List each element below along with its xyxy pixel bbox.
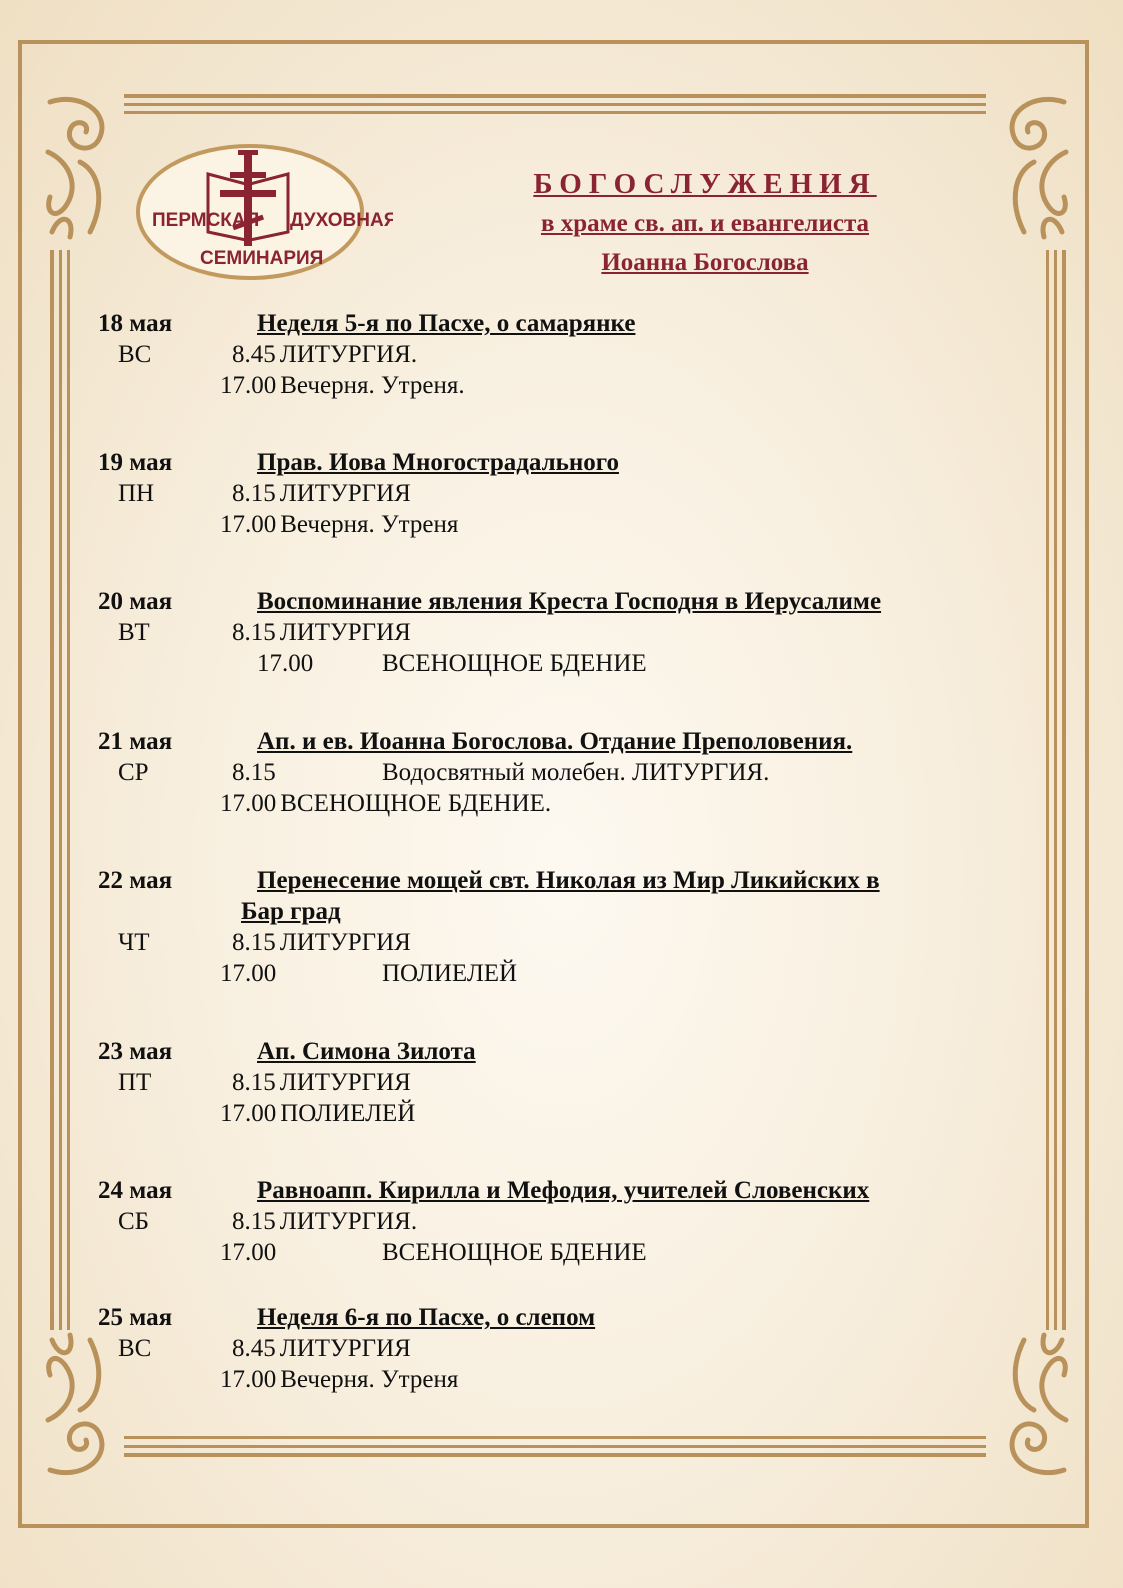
service-time: 8.15	[232, 480, 276, 507]
day-feast: Равноапп. Кирилла и Мефодия, учителей Словенских	[257, 1177, 870, 1204]
day-feast: Неделя 5-я по Пасхе, о самарянке	[257, 310, 636, 337]
service-row	[220, 789, 551, 819]
service-name: ЛИТУРГИЯ.	[279, 341, 418, 368]
service-name: ПОЛИЕЛЕЙ	[382, 960, 518, 987]
day-feast: Ап. Симона Зилота	[257, 1038, 476, 1065]
day-weekday: ПТ	[118, 1069, 152, 1096]
day-date: 22 мая	[98, 867, 173, 894]
logo-text-right: ДУХОВНАЯ	[290, 210, 393, 231]
service-name: ЛИТУРГИЯ.	[279, 1208, 418, 1235]
service-name: Вечерня. Утреня	[280, 511, 459, 538]
service-time: 17.00	[220, 960, 277, 987]
service-time: 8.15	[232, 759, 276, 786]
day-weekday: ВТ	[118, 619, 150, 646]
service-row	[220, 510, 458, 540]
logo-text-left: ПЕРМСКАЯ	[152, 210, 260, 231]
service-name: ЛИТУРГИЯ	[279, 619, 411, 646]
service-time: 8.45	[232, 1335, 276, 1362]
service-time: 17.00	[220, 1366, 277, 1393]
service-name: ВСЕНОЩНОЕ БДЕНИЕ.	[280, 790, 552, 817]
day-feast: Ап. и ев. Иоанна Богослова. Отдание Преполовения.	[257, 728, 853, 755]
church-name-line2: Иоанна Богослова	[601, 249, 809, 276]
service-row	[232, 479, 411, 509]
service-name: ВСЕНОЩНОЕ БДЕНИЕ	[382, 650, 647, 677]
day-weekday: СБ	[118, 1208, 150, 1235]
service-time: 17.00	[220, 511, 277, 538]
service-time: 17.00	[220, 372, 277, 399]
day-feast: Неделя 6-я по Пасхе, о слепом	[257, 1304, 596, 1331]
service-time: 17.00	[220, 790, 277, 817]
day-weekday: ЧТ	[118, 929, 150, 956]
service-row	[232, 1207, 417, 1237]
service-time: 8.15	[232, 1208, 276, 1235]
service-time: 8.15	[232, 1069, 276, 1096]
day-date: 23 мая	[98, 1038, 173, 1065]
service-name: Водосвятный молебен. ЛИТУРГИЯ.	[382, 759, 770, 786]
day-feast-continued: Бар град	[241, 898, 341, 925]
service-time: 8.45	[232, 341, 276, 368]
church-name-line1: в храме св. ап. и евангелиста	[540, 210, 870, 237]
day-feast: Воспоминание явления Креста Господня в Иерусалиме	[257, 588, 882, 615]
day-feast: Перенесение мощей свт. Николая из Мир Ликийских в	[257, 867, 880, 894]
day-feast: Прав. Иова Многострадального	[257, 449, 619, 476]
service-row	[232, 340, 417, 370]
service-row	[232, 1068, 411, 1098]
service-row	[220, 371, 465, 401]
day-date: 18 мая	[98, 310, 173, 337]
service-row	[232, 928, 411, 958]
service-name: ЛИТУРГИЯ	[279, 1069, 411, 1096]
service-time: 8.15	[232, 929, 276, 956]
service-name: ЛИТУРГИЯ	[279, 480, 411, 507]
day-date: 19 мая	[98, 449, 173, 476]
day-weekday: СР	[118, 759, 149, 786]
service-name: ПОЛИЕЛЕЙ	[280, 1100, 416, 1127]
service-row	[232, 618, 411, 648]
service-row	[220, 1365, 458, 1395]
service-name: Вечерня. Утреня.	[280, 372, 465, 399]
service-row	[220, 1099, 415, 1129]
service-name: ЛИТУРГИЯ	[279, 929, 411, 956]
service-row	[232, 1334, 411, 1364]
service-name: ВСЕНОЩНОЕ БДЕНИЕ	[382, 1239, 647, 1266]
service-time: 8.15	[232, 619, 276, 646]
service-time: 17.00	[220, 1100, 277, 1127]
day-date: 20 мая	[98, 588, 173, 615]
day-weekday: ПН	[118, 480, 155, 507]
day-date: 24 мая	[98, 1177, 173, 1204]
service-time: 17.00	[220, 1239, 277, 1266]
logo-text-bottom: СЕМИНАРИЯ	[200, 248, 324, 269]
day-weekday: ВС	[118, 1335, 152, 1362]
service-name: ЛИТУРГИЯ	[279, 1335, 411, 1362]
day-weekday: ВС	[118, 341, 152, 368]
day-date: 25 мая	[98, 1304, 173, 1331]
page-title: БОГОСЛУЖЕНИЯ	[533, 168, 877, 200]
service-name: Вечерня. Утреня	[280, 1366, 459, 1393]
service-time: 17.00	[257, 650, 314, 677]
day-date: 21 мая	[98, 728, 173, 755]
